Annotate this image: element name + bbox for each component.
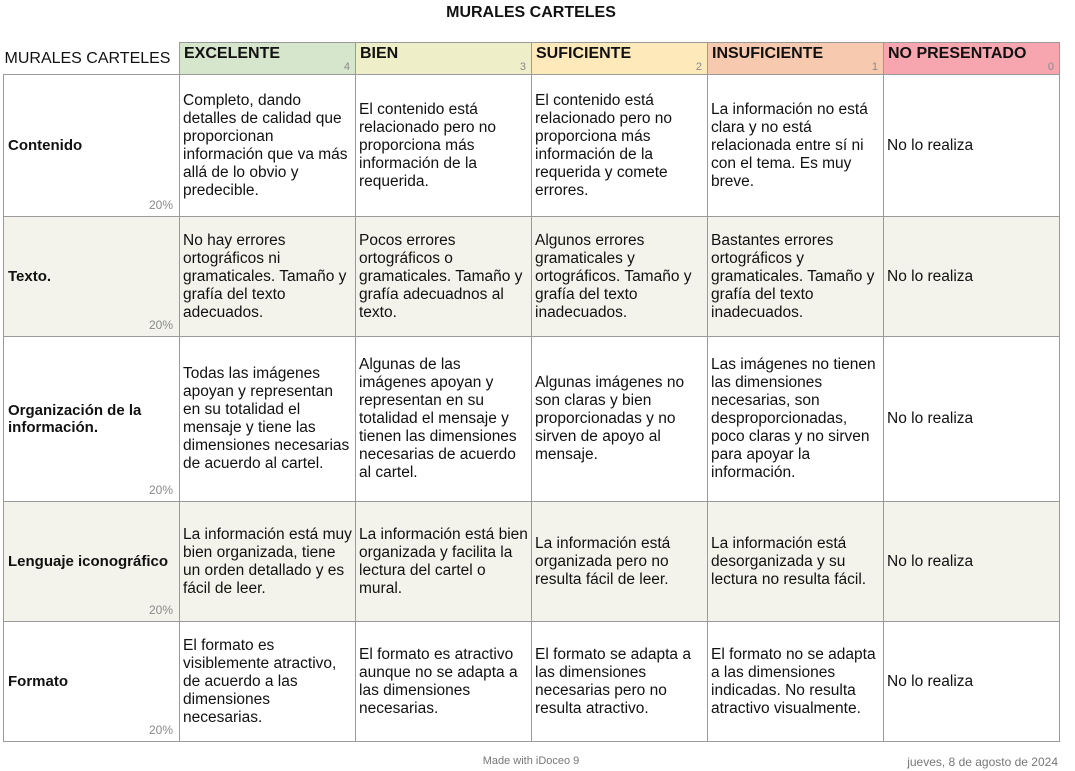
level-points: 4	[343, 61, 350, 73]
criterion-label	[4, 502, 180, 622]
rubric-cell[interactable]: La información no está clara y no está relacionada entre sí ni con el tema. Es muy breve.	[708, 75, 884, 217]
rubric-cell[interactable]: La información está desorganizada y su lectura no resulta fácil.	[708, 502, 884, 622]
rubric-cell[interactable]: Algunas imágenes no son claras y bien proporcionadas y no sirven de apoyo al mensaje.	[532, 337, 708, 502]
rubric-cell[interactable]: Algunas de las imágenes apoyan y representan en su totalidad el mensaje y tienen las dimensiones necesarias de acuerdo al cartel.	[356, 337, 532, 502]
criterion-weight: 20%	[148, 198, 173, 212]
rubric-cell[interactable]: Pocos errores ortográficos o gramaticales. Tamaño y grafía adecuadnos al texto.	[356, 217, 532, 337]
rubric-cell[interactable]: No lo realiza	[884, 622, 1060, 742]
rubric-cell[interactable]: El formato es atractivo aunque no se adapta a las dimensiones necesarias.	[356, 622, 532, 742]
rubric-cell[interactable]: La información está bien organizada y facilita la lectura del cartel o mural.	[356, 502, 532, 622]
rubric-cell[interactable]: El formato es visiblemente atractivo, de acuerdo a las dimensiones necesarias.	[180, 622, 356, 742]
level-suficiente	[532, 43, 708, 75]
criterion-weight: 20%	[148, 723, 173, 737]
rubric-cell[interactable]: El contenido está relacionado pero no proporciona más información de la requerida y comete errores.	[532, 75, 708, 217]
criterion-label	[4, 75, 180, 217]
level-points: 1	[871, 61, 878, 73]
level-label: INSUFICIENTE	[712, 45, 824, 62]
level-label: BIEN	[360, 45, 399, 62]
criterion-name: Organización de la información.	[8, 402, 142, 436]
rubric-cell[interactable]: No hay errores ortográficos ni gramaticales. Tamaño y grafía del texto adecuados.	[180, 217, 356, 337]
criterion-label	[4, 337, 180, 502]
level-points: 2	[695, 61, 702, 73]
level-no-presentado	[884, 43, 1060, 75]
rubric-cell[interactable]: No lo realiza	[884, 502, 1060, 622]
criterion-label	[4, 217, 180, 337]
footer-credit: Made with iDoceo 9	[482, 755, 580, 767]
criterion-row-contenido	[4, 75, 1060, 217]
header-row	[4, 43, 1060, 75]
rubric-table	[3, 42, 1060, 742]
criterion-row-lenguaje	[4, 502, 1060, 622]
level-excelente	[180, 43, 356, 75]
criterion-weight: 20%	[148, 318, 173, 332]
rubric-cell[interactable]: Todas las imágenes apoyan y representan en su totalidad el mensaje y tiene las dimensiones necesarias de acuerdo al cartel.	[180, 337, 356, 502]
level-label: EXCELENTE	[184, 45, 281, 62]
criterion-name: Formato	[8, 673, 68, 690]
rubric-cell[interactable]: El formato no se adapta a las dimensiones indicadas. No resulta atractivo visualmente.	[708, 622, 884, 742]
criterion-row-formato	[4, 622, 1060, 742]
level-points: 0	[1047, 61, 1054, 73]
level-insuficiente	[708, 43, 884, 75]
level-label: NO PRESENTADO	[888, 45, 1027, 62]
criterion-weight: 20%	[148, 483, 173, 497]
criterion-row-texto	[4, 217, 1060, 337]
criterion-name: Lenguaje iconográfico	[8, 553, 169, 570]
rubric-cell[interactable]: No lo realiza	[884, 337, 1060, 502]
level-label: SUFICIENTE	[536, 45, 632, 62]
footer-date: jueves, 8 de agosto de 2024	[907, 755, 1058, 769]
level-points: 3	[519, 61, 526, 73]
rubric-cell[interactable]: El formato se adapta a las dimensiones necesarias pero no resulta atractivo.	[532, 622, 708, 742]
rubric-cell[interactable]: El contenido está relacionado pero no proporciona más información de la requerida.	[356, 75, 532, 217]
rubric-cell[interactable]: Bastantes errores ortográficos y gramaticales. Tamaño y grafía del texto inadecuados.	[708, 217, 884, 337]
criterion-weight: 20%	[148, 603, 173, 617]
page-title: MURALES CARTELES	[446, 4, 616, 21]
rubric-cell[interactable]: La información está organizada pero no resulta fácil de leer.	[532, 502, 708, 622]
criterion-name: Contenido	[8, 137, 83, 154]
rubric-cell[interactable]: La información está muy bien organizada, tiene un orden detallado y es fácil de leer.	[180, 502, 356, 622]
rubric-cell[interactable]: No lo realiza	[884, 75, 1060, 217]
rubric-cell[interactable]: No lo realiza	[884, 217, 1060, 337]
criterion-row-organizacion	[4, 337, 1060, 502]
corner-label: MURALES CARTELES	[4, 43, 180, 75]
rubric-cell[interactable]: Algunos errores gramaticales y ortográficos. Tamaño y grafía del texto inadecuados.	[532, 217, 708, 337]
level-bien	[356, 43, 532, 75]
rubric-cell[interactable]: Las imágenes no tienen las dimensiones necesarias, son desproporcionadas, poco claras y no sirven para apoyar la información.	[708, 337, 884, 502]
criterion-label	[4, 622, 180, 742]
criterion-name: Texto.	[8, 268, 52, 285]
rubric-cell[interactable]: Completo, dando detalles de calidad que proporcionan información que va más allá de lo obvio y predecible.	[180, 75, 356, 217]
